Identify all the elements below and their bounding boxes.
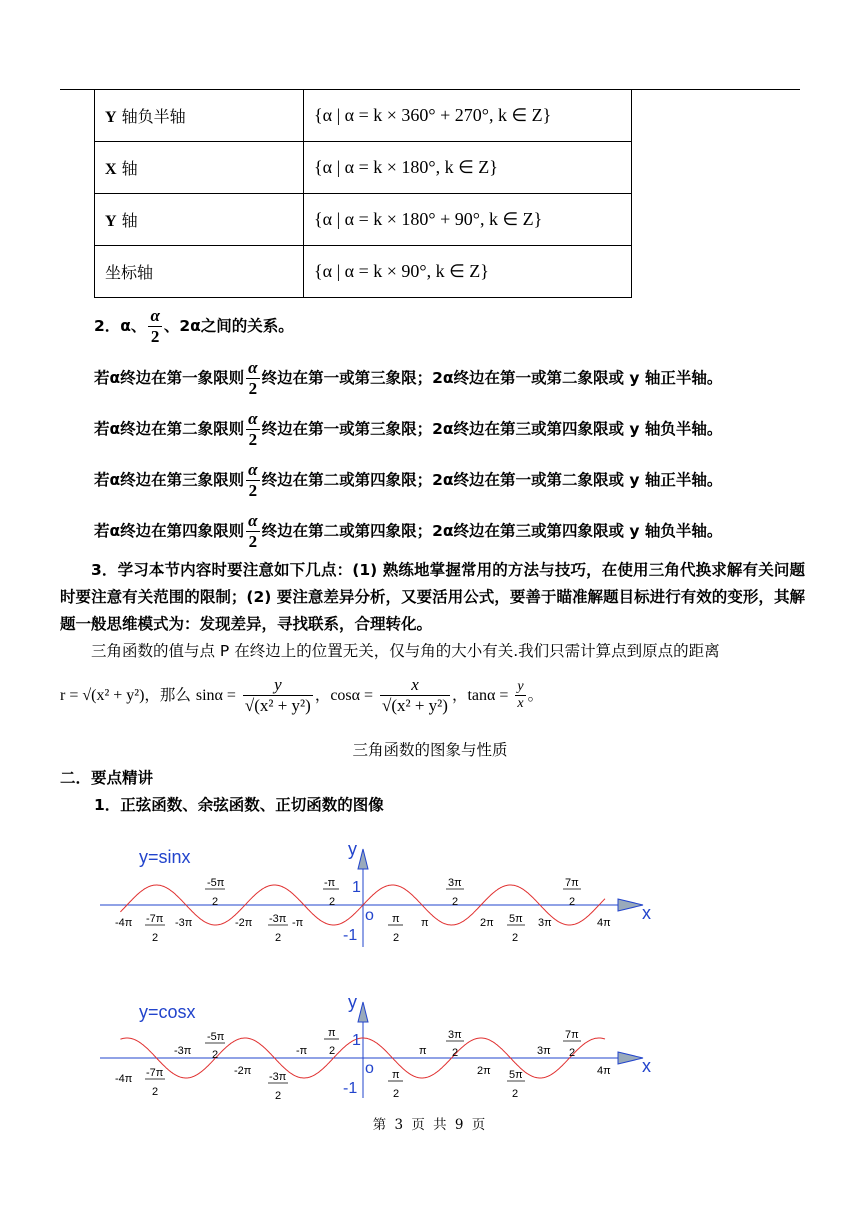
heading-prefix: 2．α、 <box>94 317 147 335</box>
table-cell-name: 坐标轴 <box>95 246 304 298</box>
cos-lhs: cosα = <box>330 687 374 704</box>
heading-suffix: 、2α之间的关系。 <box>163 317 294 335</box>
alpha-half-fraction <box>246 409 259 450</box>
tick-den: 2 <box>569 1047 576 1059</box>
tick-den: 2 <box>512 1088 519 1100</box>
y-arrow-icon <box>358 849 368 869</box>
y-axis-label: y <box>348 839 357 859</box>
table-row <box>95 194 632 246</box>
tick-label: π <box>419 1045 427 1057</box>
subsection-heading: 1．正弦函数、余弦函数、正切函数的图像 <box>94 796 384 814</box>
y-axis-label: y <box>348 992 357 1012</box>
rule-line <box>94 460 722 501</box>
tick-den: 2 <box>569 896 576 908</box>
sep: ， <box>451 686 468 704</box>
tick-label: 4π <box>597 1065 611 1077</box>
trig-note-text: 三角函数的值与点 P 在终边上的位置无关，仅与角的大小有关.我们只需计算点到原点的距离 <box>91 642 720 660</box>
r-formula: r = √(x² + y²) <box>60 687 145 704</box>
cos-fraction <box>380 675 450 716</box>
alpha-half-fraction <box>246 460 259 501</box>
table-cell-formula: {α | α = k × 180° + 90°, k ∈ Z} <box>304 194 632 246</box>
sin-fraction <box>243 675 313 716</box>
section-2-heading <box>94 306 294 347</box>
x-arrow-icon <box>618 1052 643 1064</box>
frac-den: √(x² + y²) <box>244 696 311 715</box>
tick-den: 2 <box>212 1049 219 1061</box>
then-text: ，那么 <box>144 686 191 704</box>
x-axis-label: x <box>642 903 651 923</box>
alpha-half-fraction <box>246 358 259 399</box>
x-axis-label: x <box>642 1056 651 1076</box>
angle-set-table <box>94 89 632 298</box>
graph-label: y=sinx <box>139 847 191 867</box>
tick-num: 3π <box>448 877 462 889</box>
tick-num: 7π <box>565 1029 579 1041</box>
rule-before: 若α终边在第二象限则 <box>94 420 245 438</box>
frac-den: x <box>517 696 524 711</box>
tick-num: -7π <box>146 913 164 925</box>
frac-num: α <box>248 358 258 377</box>
tan-lhs: tanα = <box>467 687 509 704</box>
tick-label: -π <box>296 1045 308 1057</box>
frac-num: α <box>248 511 258 530</box>
tick-num: π <box>392 913 400 925</box>
cosine-graph <box>95 990 665 1110</box>
tick-num: π <box>392 1069 400 1081</box>
rule-after: 终边在第二或第四象限；2α终边在第一或第二象限或 y 轴正半轴。 <box>261 471 723 489</box>
rule-line <box>94 358 722 399</box>
tick-den: 2 <box>275 1090 282 1102</box>
tick-num: -5π <box>207 877 225 889</box>
tick-den: 2 <box>152 932 159 944</box>
tick-num: 5π <box>509 1069 523 1081</box>
tick-den: 2 <box>393 1088 400 1100</box>
tick-label: 3π <box>538 917 552 929</box>
rule-line <box>94 409 722 450</box>
tick-label: 3π <box>537 1045 551 1057</box>
one-label: 1 <box>352 879 361 896</box>
tick-label: -2π <box>234 1065 252 1077</box>
frac-num: y <box>243 675 313 696</box>
tick-label: 4π <box>597 917 611 929</box>
tick-label: -3π <box>175 917 193 929</box>
frac-den: 2 <box>248 430 258 449</box>
frac-num: x <box>380 675 450 696</box>
sine-graph <box>95 835 665 955</box>
rule-after: 终边在第一或第三象限；2α终边在第一或第二象限或 y 轴正半轴。 <box>261 369 723 387</box>
tick-num: -3π <box>269 1071 287 1083</box>
tick-den: 2 <box>152 1086 159 1098</box>
one-label: 1 <box>352 1032 361 1049</box>
tick-label: -2π <box>235 917 253 929</box>
sep: ， <box>314 686 331 704</box>
tick-den: 2 <box>512 932 519 944</box>
tick-label: -3π <box>174 1045 192 1057</box>
tick-num: -3π <box>269 913 287 925</box>
frac-num: α <box>150 306 160 325</box>
rule-line <box>94 511 722 552</box>
tick-label: 2π <box>477 1065 491 1077</box>
origin-label: o <box>365 1060 374 1077</box>
tick-num: -5π <box>207 1031 225 1043</box>
tick-num: 3π <box>448 1029 462 1041</box>
rule-before: 若α终边在第一象限则 <box>94 369 245 387</box>
table-cell-formula: {α | α = k × 360° + 270°, k ∈ Z} <box>304 90 632 142</box>
frac-den: 2 <box>248 379 258 398</box>
rule-after: 终边在第二或第四象限；2α终边在第三或第四象限或 y 轴负半轴。 <box>261 522 723 540</box>
section-3-text: 3．学习本节内容时要注意如下几点：(1) 熟练地掌握常用的方法与技巧，在使用三角代换求解有关问题时要注意有关范围的限制；(2) 要注意差异分析，又要活用公式，要善于瞄准解题目标进行有效的变形，其解题一般思维模式为：发现差异，寻找联系，合理转化。 <box>60 561 805 633</box>
tick-label: -4π <box>115 1073 133 1085</box>
alpha-half-fraction <box>148 306 161 347</box>
tick-label: π <box>421 917 429 929</box>
table-cell-formula: {α | α = k × 90°, k ∈ Z} <box>304 246 632 298</box>
frac-den: 2 <box>150 327 160 346</box>
tick-num: 5π <box>509 913 523 925</box>
tick-num: -π <box>324 877 336 889</box>
neg-one-label: -1 <box>343 927 358 944</box>
tick-num: π <box>328 1027 336 1039</box>
tick-num: -7π <box>146 1067 164 1079</box>
y-arrow-icon <box>358 1002 368 1022</box>
table-cell-name: Y 轴负半轴 <box>95 90 304 142</box>
frac-num: α <box>248 460 258 479</box>
origin-label: o <box>365 907 374 924</box>
table-row <box>95 246 632 298</box>
table-row <box>95 90 632 142</box>
tick-den: 2 <box>452 896 459 908</box>
graph-label: y=cosx <box>139 1002 196 1022</box>
section-heading: 二．要点精讲 <box>60 769 154 787</box>
frac-num: y <box>517 679 524 694</box>
tan-fraction <box>515 679 525 712</box>
sin-lhs: sinα = <box>195 687 236 704</box>
table-cell-name: Y 轴 <box>95 194 304 246</box>
tick-den: 2 <box>452 1047 459 1059</box>
rule-before: 若α终边在第四象限则 <box>94 522 245 540</box>
tick-den: 2 <box>329 1045 336 1057</box>
table-cell-name: X 轴 <box>95 142 304 194</box>
neg-one-label: -1 <box>343 1080 358 1097</box>
frac-den: 2 <box>248 532 258 551</box>
tick-num: 7π <box>565 877 579 889</box>
trig-formulas <box>60 675 543 716</box>
rule-before: 若α终边在第三象限则 <box>94 471 245 489</box>
rule-after: 终边在第一或第三象限；2α终边在第三或第四象限或 y 轴负半轴。 <box>261 420 723 438</box>
frac-num: α <box>248 409 258 428</box>
section-title: 三角函数的图象与性质 <box>352 741 508 759</box>
tick-den: 2 <box>393 932 400 944</box>
table-row <box>95 142 632 194</box>
page-footer: 第 3 页 共 9 页 <box>372 1117 488 1133</box>
tick-den: 2 <box>212 896 219 908</box>
end-mark: 。 <box>527 686 544 704</box>
tick-den: 2 <box>329 896 336 908</box>
alpha-half-fraction <box>246 511 259 552</box>
tick-label: -4π <box>115 917 133 929</box>
tick-den: 2 <box>275 932 282 944</box>
tick-label: 2π <box>480 917 494 929</box>
table-cell-formula: {α | α = k × 180°, k ∈ Z} <box>304 142 632 194</box>
frac-den: 2 <box>248 481 258 500</box>
x-arrow-icon <box>618 899 643 911</box>
frac-den: √(x² + y²) <box>382 696 448 715</box>
tick-label: -π <box>292 917 304 929</box>
